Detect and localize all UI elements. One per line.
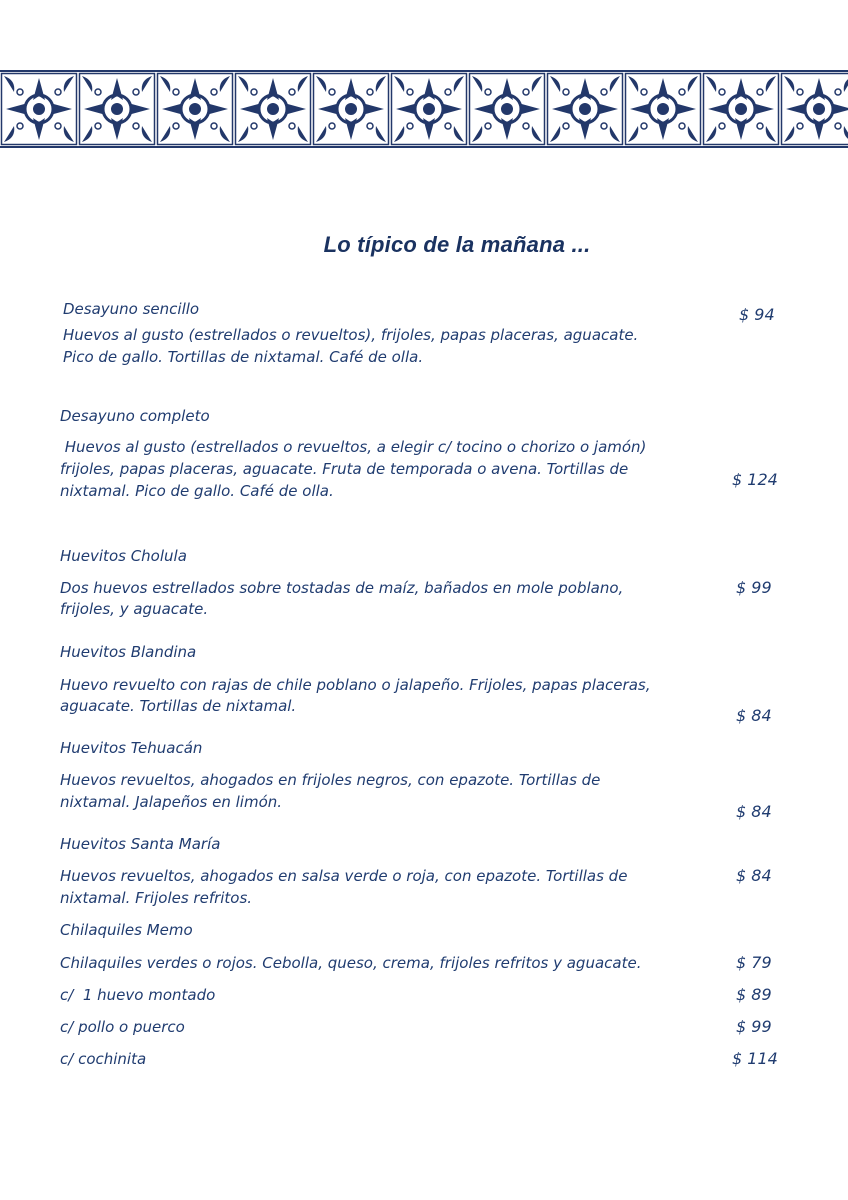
talavera-tile-band-icon [0,70,848,148]
item-price: $ 84 [736,706,772,725]
item-description-line: frijoles, papas placeras, aguacate. Fruta de temporada o avena. Tortillas de [60,460,629,478]
item-description-line: Huevos revueltos, ahogados en frijoles negros, con epazote. Tortillas de [60,771,601,789]
item-description-line: nixtamal. Pico de gallo. Café de olla. [60,482,334,500]
extra-price: $ 99 [736,1017,772,1036]
extra-option: c/ cochinita [60,1050,147,1068]
item-description-line: Dos huevos estrellados sobre tostadas de maíz, bañados en mole poblano, [60,579,624,597]
page-title: Lo típico de la mañana ... [323,232,591,257]
item-price: $ 84 [736,802,772,821]
extra-option: c/ pollo o puerco [60,1018,185,1036]
item-description-line: Huevos al gusto (estrellados o revueltos, a elegir c/ tocino o chorizo o jamón) [60,438,647,456]
item-price: $ 79 [736,953,772,972]
extra-option: c/ 1 huevo montado [60,986,216,1004]
item-description-line: Pico de gallo. Tortillas de nixtamal. Café de olla. [63,348,424,366]
item-name: Huevitos Tehuacán [60,739,203,757]
item-price: $ 99 [736,578,772,597]
item-name: Desayuno sencillo [63,300,200,318]
extra-price: $ 114 [732,1049,778,1068]
tile-pattern [0,72,848,146]
item-description-line: Huevo revuelto con rajas de chile poblano o jalapeño. Frijoles, papas placeras, [60,676,651,694]
item-price: $ 124 [732,470,778,489]
extra-price: $ 89 [736,985,772,1004]
item-description-line: Chilaquiles verdes o rojos. Cebolla, queso, crema, frijoles refritos y aguacate. [60,954,642,972]
item-name: Huevitos Cholula [60,547,187,565]
item-name: Chilaquiles Memo [60,921,193,939]
item-name: Huevitos Santa María [60,835,221,853]
item-description-line: nixtamal. Frijoles refritos. [60,889,253,907]
item-description-line: Huevos al gusto (estrellados o revueltos), frijoles, papas placeras, aguacate. [63,326,639,344]
item-name: Huevitos Blandina [60,643,197,661]
item-description-line: nixtamal. Jalapeños en limón. [60,793,283,811]
item-description-line: frijoles, y aguacate. [60,600,209,618]
item-price: $ 94 [739,305,775,324]
item-price: $ 84 [736,866,772,885]
item-description-line: aguacate. Tortillas de nixtamal. [60,697,297,715]
item-name: Desayuno completo [60,407,210,425]
item-description-line: Huevos revueltos, ahogados en salsa verde o roja, con epazote. Tortillas de [60,867,628,885]
